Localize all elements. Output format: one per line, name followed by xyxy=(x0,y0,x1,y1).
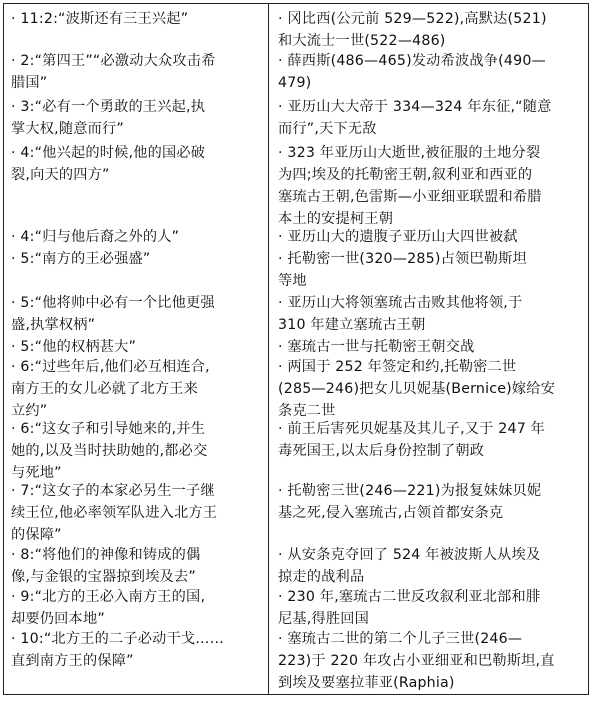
entry-line: · 8:“将他们的神像和铸成的偶 xyxy=(11,547,201,563)
entry-line: 等地 xyxy=(278,273,307,289)
entry-line: 立约” xyxy=(11,403,48,419)
entry-line: (285—246)把女儿贝妮基(Bernice)嫁给安 xyxy=(278,381,556,397)
entry-line: 223)于 220 年攻占小亚细亚和巴勒斯坦,直 xyxy=(278,653,555,669)
comparison-table xyxy=(3,3,589,695)
entry-line: 尼基,得胜回国 xyxy=(278,611,370,627)
history-entry xyxy=(278,226,518,248)
prophecy-entry xyxy=(11,142,205,186)
history-entry xyxy=(278,8,547,52)
entry-line: 续王位,他必率领军队进入北方王 xyxy=(11,505,218,521)
history-entry xyxy=(278,336,474,358)
entry-line: 直到南方王的保障” xyxy=(11,653,134,669)
history-entry xyxy=(278,586,540,630)
prophecy-entry xyxy=(11,418,207,484)
entry-line: · 前王后害死贝妮基及其儿子,又于 247 年 xyxy=(278,421,546,437)
entry-line: 像,与金银的宝器掠到埃及去” xyxy=(11,569,196,585)
entry-line: 为四;埃及的托勒密王朝,叙利亚和西亚的 xyxy=(278,167,533,183)
history-entry xyxy=(278,142,542,230)
history-entry xyxy=(278,96,552,140)
history-entry xyxy=(278,292,522,336)
entry-line: · 从安条克夺回了 524 年被波斯人从埃及 xyxy=(278,547,541,563)
entry-line: · 230 年,塞琉古二世反攻叙利亚北部和腓 xyxy=(278,589,541,605)
history-entry xyxy=(278,50,546,94)
history-entry xyxy=(278,480,541,524)
history-entry xyxy=(278,248,527,292)
entry-line: 盛,执掌权柄” xyxy=(11,317,96,333)
entry-line: 310 年建立塞琉古王朝 xyxy=(278,317,426,333)
entry-line: 条克二世 xyxy=(278,403,336,419)
entry-line: 南方王的女儿必就了北方王来 xyxy=(11,381,199,397)
entry-line: 而行”,天下无敌 xyxy=(278,121,377,137)
entry-line: 与死地” xyxy=(11,465,62,481)
prophecy-entry xyxy=(11,226,179,248)
entry-line: · 6:“过些年后,他们必互相连合, xyxy=(11,359,210,375)
entry-line: · 9:“北方的王必入南方王的国, xyxy=(11,589,206,605)
entry-line: · 7:“这女子的本家必另生一子继 xyxy=(11,483,215,499)
entry-line: 基之死,侵入塞琉古,占领首都安条克 xyxy=(278,505,504,521)
entry-line: · 薛西斯(486—465)发动希波战争(490— xyxy=(278,53,546,69)
history-entry xyxy=(278,356,555,422)
entry-line: · 托勒密三世(246—221)为报复妹妹贝妮 xyxy=(278,483,542,499)
entry-line: 本土的安提柯王朝 xyxy=(278,211,394,227)
entry-line: · 11:2:“波斯还有三王兴起” xyxy=(11,11,189,27)
entry-line: · 6:“这女子和引导她来的,并生 xyxy=(11,421,206,437)
entry-line: · 托勒密一世(320—285)占领巴勒斯坦 xyxy=(278,251,527,267)
entry-line: · 塞琉古一世与托勒密王朝交战 xyxy=(278,339,475,355)
prophecy-entry xyxy=(11,248,150,270)
entry-line: · 10:“北方王的二子必动干戈…… xyxy=(11,631,225,647)
entry-line: 裂,向天的四方” xyxy=(11,167,110,183)
prophecy-entry xyxy=(11,480,217,546)
prophecy-entry xyxy=(11,356,210,422)
entry-line: 掠走的战利品 xyxy=(278,569,365,585)
history-entry xyxy=(278,544,540,588)
entry-line: 腊国” xyxy=(11,75,48,91)
entry-line: · 5:“他的权柄甚大” xyxy=(11,339,137,355)
entry-line: 479) xyxy=(278,75,312,91)
entry-line: 毒死国王,以太后身份控制了朝政 xyxy=(278,443,485,459)
prophecy-entry xyxy=(11,628,224,672)
entry-line: · 亚历山大将领塞琉古击败其他将领,于 xyxy=(278,295,523,311)
entry-line: · 323 年亚历山大逝世,被征服的土地分裂 xyxy=(278,145,541,161)
entry-line: 掌大权,随意而行” xyxy=(11,121,124,137)
entry-line: · 4:“归与他后裔之外的人” xyxy=(11,229,180,245)
entry-line: · 亚历山大大帝于 334—324 年东征,“随意 xyxy=(278,99,552,115)
entry-line: · 3:“必有一个勇敢的王兴起,执 xyxy=(11,99,206,115)
entry-line: · 2:“第四王”“必激动大众攻击希 xyxy=(11,53,216,69)
prophecy-entry xyxy=(11,50,216,94)
prophecy-entry xyxy=(11,544,200,588)
entry-line: 到埃及要塞拉菲亚(Raphia) xyxy=(278,675,455,691)
prophecy-entry xyxy=(11,96,205,140)
entry-line: · 5:“南方的王必强盛” xyxy=(11,251,151,267)
history-entry xyxy=(278,628,555,694)
entry-line: 塞琉古王朝,色雷斯—小亚细亚联盟和希腊 xyxy=(278,189,542,205)
entry-line: 的保障” xyxy=(11,527,62,543)
entry-line: · 两国于 252 年签定和约,托勒密二世 xyxy=(278,359,517,375)
entry-line: · 塞琉古二世的第二个儿子三世(246— xyxy=(278,631,523,647)
column-divider xyxy=(268,4,269,694)
entry-line: 却要仍回本地” xyxy=(11,611,105,627)
entry-line: · 4:“他兴起的时候,他的国必破 xyxy=(11,145,206,161)
entry-line: · 亚历山大的遗腹子亚历山大四世被弑 xyxy=(278,229,518,245)
entry-line: · 5:“他将帅中必有一个比他更强 xyxy=(11,295,215,311)
entry-line: · 冈比西(公元前 529—522),高默达(521) xyxy=(278,11,547,27)
prophecy-entry xyxy=(11,8,188,30)
prophecy-entry xyxy=(11,336,136,358)
prophecy-entry xyxy=(11,586,205,630)
prophecy-entry xyxy=(11,292,215,336)
entry-line: 她的,以及当时扶助她的,都必交 xyxy=(11,443,208,459)
history-entry xyxy=(278,418,545,462)
entry-line: 和大流士一世(522—486) xyxy=(278,33,446,49)
